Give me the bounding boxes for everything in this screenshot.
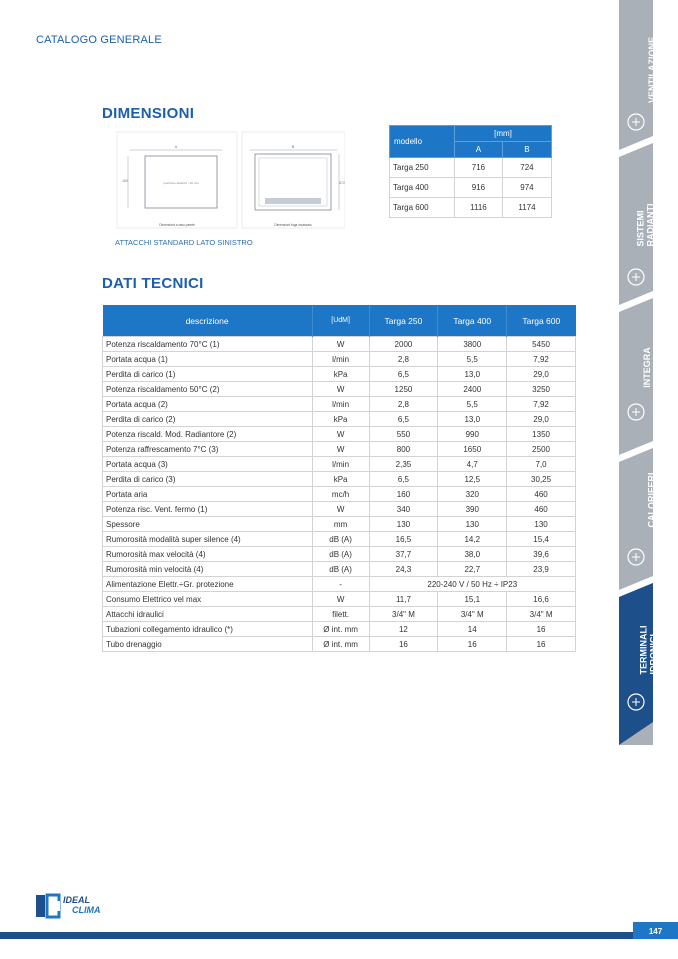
table-row <box>103 562 576 577</box>
targa-600-cell: 39,6 <box>507 547 576 562</box>
table-row <box>103 487 576 502</box>
model-cell: Targa 250 <box>390 158 455 178</box>
description-cell: Alimentazione Elettr.÷Gr. protezione <box>103 577 313 592</box>
targa-250-cell: 6,5 <box>369 472 438 487</box>
page-number: 147 <box>633 922 678 939</box>
targa-400-cell: 2400 <box>438 382 507 397</box>
udm-cell: mc/h <box>312 487 369 502</box>
merged-value-cell: 220-240 V / 50 Hz ÷ IP23 <box>369 577 575 592</box>
targa-600-cell: 16 <box>507 637 576 652</box>
targa-400-cell: 14 <box>438 622 507 637</box>
sidebar-item-label: ENERGETICA <box>657 43 668 104</box>
dim-b-cell: 724 <box>502 158 551 178</box>
dim-a-cell: 1116 <box>455 198 503 218</box>
targa-600-cell: 29,0 <box>507 412 576 427</box>
table-row <box>103 577 576 592</box>
targa-400-cell: 22,7 <box>438 562 507 577</box>
dim-b-cell: 974 <box>502 178 551 198</box>
targa-250-cell: 16 <box>369 637 438 652</box>
footer-bar <box>0 932 678 939</box>
udm-cell: W <box>312 382 369 397</box>
fancoil-icon <box>626 692 646 712</box>
sidebar-item-label: RADIANTI <box>645 203 656 247</box>
dim-b-cell: 1174 <box>502 198 551 218</box>
dimension-drawings <box>115 130 345 240</box>
col-a-header: A <box>455 142 503 158</box>
udm-cell: W <box>312 442 369 457</box>
targa-400-cell: 5,5 <box>438 397 507 412</box>
targa-250-cell: 130 <box>369 517 438 532</box>
drawing-left-inner-text: posizione attacchi - 40 mm <box>163 181 199 185</box>
description-cell: Perdita di carico (1) <box>103 367 313 382</box>
targa-400-cell: 1650 <box>438 442 507 457</box>
description-cell: Tubo drenaggio <box>103 637 313 652</box>
targa-250-cell: 2,35 <box>369 457 438 472</box>
table-row <box>103 607 576 622</box>
description-cell: Consumo Elettrico vel max <box>103 592 313 607</box>
udm-cell: dB (A) <box>312 547 369 562</box>
description-cell: Rumorosità modalità super silence (4) <box>103 532 313 547</box>
udm-cell: kPa <box>312 412 369 427</box>
model-cell: Targa 600 <box>390 198 455 218</box>
col-b-header: B <box>502 142 551 158</box>
table-row <box>390 198 552 218</box>
targa-600-cell: 1350 <box>507 427 576 442</box>
table-row <box>103 367 576 382</box>
dim-h2-label: 672 <box>339 181 345 185</box>
targa-600-cell: 460 <box>507 487 576 502</box>
unit-header: [mm] <box>455 126 552 142</box>
targa-400-cell: 15,1 <box>438 592 507 607</box>
dim-a-cell: 716 <box>455 158 503 178</box>
description-cell: Perdita di carico (3) <box>103 472 313 487</box>
targa-400-cell: 12,5 <box>438 472 507 487</box>
table-row <box>103 412 576 427</box>
category-sidebar <box>619 0 668 745</box>
sidebar-item-label: IDRONICI <box>648 634 659 675</box>
targa-250-cell: 1250 <box>369 382 438 397</box>
description-cell: Spessore <box>103 517 313 532</box>
ideal-clima-logo <box>36 893 116 926</box>
table-row <box>103 637 576 652</box>
radiator-icon <box>626 547 646 567</box>
sidebar-item-label: BENESSERE <box>651 332 662 388</box>
description-cell: Potenza risc. Vent. fermo (1) <box>103 502 313 517</box>
description-cell: Rumorosità max velocità (4) <box>103 547 313 562</box>
udm-cell: Ø int. mm <box>312 622 369 637</box>
targa-250-cell: 2,8 <box>369 352 438 367</box>
table-row <box>103 547 576 562</box>
targa-600-cell: 16,6 <box>507 592 576 607</box>
targa-600-cell: 460 <box>507 502 576 517</box>
udm-cell: filett. <box>312 607 369 622</box>
drawings-caption: ATTACCHI STANDARD LATO SINISTRO <box>115 238 253 247</box>
tech-heading: DATI TECNICI <box>102 275 204 292</box>
fan-icon <box>626 112 646 132</box>
table-row <box>103 517 576 532</box>
description-cell: Perdita di carico (2) <box>103 412 313 427</box>
targa-400-cell: 13,0 <box>438 412 507 427</box>
udm-cell: dB (A) <box>312 532 369 547</box>
table-row <box>103 397 576 412</box>
description-header: descrizione <box>103 305 313 337</box>
udm-cell: mm <box>312 517 369 532</box>
targa-600-cell: 130 <box>507 517 576 532</box>
udm-cell: Ø int. mm <box>312 637 369 652</box>
targa-250-cell: 12 <box>369 622 438 637</box>
control-panel-icon <box>626 402 646 422</box>
table-row <box>103 427 576 442</box>
description-cell: Potenza raffrescamento 7°C (3) <box>103 442 313 457</box>
dimensions-table <box>389 125 552 218</box>
targa-400-cell: 130 <box>438 517 507 532</box>
targa-600-cell: 7,0 <box>507 457 576 472</box>
table-row <box>390 178 552 198</box>
targa-600-cell: 16 <box>507 622 576 637</box>
logo-text-line2: CLIMA <box>72 905 101 915</box>
description-cell: Portata acqua (1) <box>103 352 313 367</box>
table-row <box>103 382 576 397</box>
table-row <box>103 442 576 457</box>
targa-400-cell: 990 <box>438 427 507 442</box>
description-cell: Potenza riscaldamento 50°C (2) <box>103 382 313 397</box>
targa-400-cell: 5,5 <box>438 352 507 367</box>
targa-600-cell: 3250 <box>507 382 576 397</box>
targa-400-cell: 13,0 <box>438 367 507 382</box>
table-row <box>103 502 576 517</box>
table-row <box>103 532 576 547</box>
table-row <box>103 472 576 487</box>
targa-250-cell: 16,5 <box>369 532 438 547</box>
targa-250-cell: 37,7 <box>369 547 438 562</box>
table-row <box>103 622 576 637</box>
table-row <box>390 158 552 178</box>
dim-h1-label: 150 <box>122 179 128 183</box>
dim-a-label: A <box>174 144 178 149</box>
description-cell: Attacchi idraulici <box>103 607 313 622</box>
targa-250-cell: 24,3 <box>369 562 438 577</box>
udm-cell: dB (A) <box>312 562 369 577</box>
description-cell: Portata acqua (2) <box>103 397 313 412</box>
targa-400-cell: 3/4" M <box>438 607 507 622</box>
description-cell: Potenza riscald. Mod. Radiantore (2) <box>103 427 313 442</box>
drawing-left-label: Dimensioni a raso parete <box>159 223 195 227</box>
targa-400-cell: 16 <box>438 637 507 652</box>
udm-cell: W <box>312 502 369 517</box>
description-cell: Portata acqua (3) <box>103 457 313 472</box>
udm-cell: kPa <box>312 472 369 487</box>
targa-250-cell: 6,5 <box>369 367 438 382</box>
targa-400-header: Targa 400 <box>438 305 507 337</box>
dimensions-heading: DIMENSIONI <box>102 105 195 122</box>
udm-cell: - <box>312 577 369 592</box>
technical-data-table <box>102 305 576 652</box>
targa-600-cell: 30,25 <box>507 472 576 487</box>
udm-cell: l/min <box>312 352 369 367</box>
description-cell: Tubazioni collegamento idraulico (*) <box>103 622 313 637</box>
dim-b-label: B <box>291 144 295 149</box>
targa-600-cell: 7,92 <box>507 397 576 412</box>
sidebar-item-label: CALORIFERI <box>646 472 657 528</box>
description-cell: Potenza riscaldamento 70°C (1) <box>103 337 313 352</box>
description-cell: Portata aria <box>103 487 313 502</box>
logo-text-line1: IDEAL <box>63 895 90 905</box>
targa-250-cell: 2000 <box>369 337 438 352</box>
udm-cell: W <box>312 427 369 442</box>
sidebar-item-label: SISTEMI <box>635 210 646 247</box>
model-header: modello <box>390 126 455 158</box>
dim-a-cell: 916 <box>455 178 503 198</box>
targa-600-cell: 15,4 <box>507 532 576 547</box>
targa-250-header: Targa 250 <box>369 305 438 337</box>
table-row <box>103 352 576 367</box>
targa-400-cell: 320 <box>438 487 507 502</box>
targa-600-cell: 23,9 <box>507 562 576 577</box>
targa-250-cell: 3/4" M <box>369 607 438 622</box>
sidebar-item-terminali[interactable] <box>639 626 659 675</box>
targa-600-header: Targa 600 <box>507 305 576 337</box>
sidebar-item-integra[interactable] <box>642 332 662 388</box>
targa-250-cell: 800 <box>369 442 438 457</box>
targa-250-cell: 6,5 <box>369 412 438 427</box>
udm-cell: W <box>312 592 369 607</box>
udm-header: [UdM] <box>312 305 369 337</box>
targa-250-cell: 160 <box>369 487 438 502</box>
sidebar-item-label: TERMINALI <box>638 625 649 675</box>
sidebar-item-label: INTEGRA <box>641 347 652 388</box>
targa-250-cell: 2,8 <box>369 397 438 412</box>
sidebar-item-label: VENTILAZIONE <box>647 36 658 104</box>
targa-400-cell: 390 <box>438 502 507 517</box>
catalog-title: CATALOGO GENERALE <box>36 34 162 46</box>
targa-400-cell: 14,2 <box>438 532 507 547</box>
sidebar-item-ventilazione[interactable] <box>647 37 667 103</box>
targa-600-cell: 7,92 <box>507 352 576 367</box>
udm-cell: W <box>312 337 369 352</box>
table-header-row <box>103 305 576 337</box>
targa-250-cell: 340 <box>369 502 438 517</box>
targa-600-cell: 29,0 <box>507 367 576 382</box>
drawing-right-label: Dimensioni fuga incassato <box>274 223 312 227</box>
udm-cell: kPa <box>312 367 369 382</box>
targa-600-cell: 3/4" M <box>507 607 576 622</box>
table-row <box>103 457 576 472</box>
targa-400-cell: 38,0 <box>438 547 507 562</box>
udm-cell: l/min <box>312 457 369 472</box>
targa-600-cell: 2500 <box>507 442 576 457</box>
targa-250-cell: 11,7 <box>369 592 438 607</box>
targa-250-cell: 550 <box>369 427 438 442</box>
description-cell: Rumorosità min velocità (4) <box>103 562 313 577</box>
udm-cell: l/min <box>312 397 369 412</box>
model-cell: Targa 400 <box>390 178 455 198</box>
targa-400-cell: 4,7 <box>438 457 507 472</box>
radiant-floor-icon <box>626 267 646 287</box>
targa-400-cell: 3800 <box>438 337 507 352</box>
targa-600-cell: 5450 <box>507 337 576 352</box>
table-row <box>103 592 576 607</box>
table-row <box>103 337 576 352</box>
sidebar-item-sistemi[interactable] <box>636 204 656 247</box>
sidebar-item-caloriferi[interactable] <box>647 473 657 528</box>
